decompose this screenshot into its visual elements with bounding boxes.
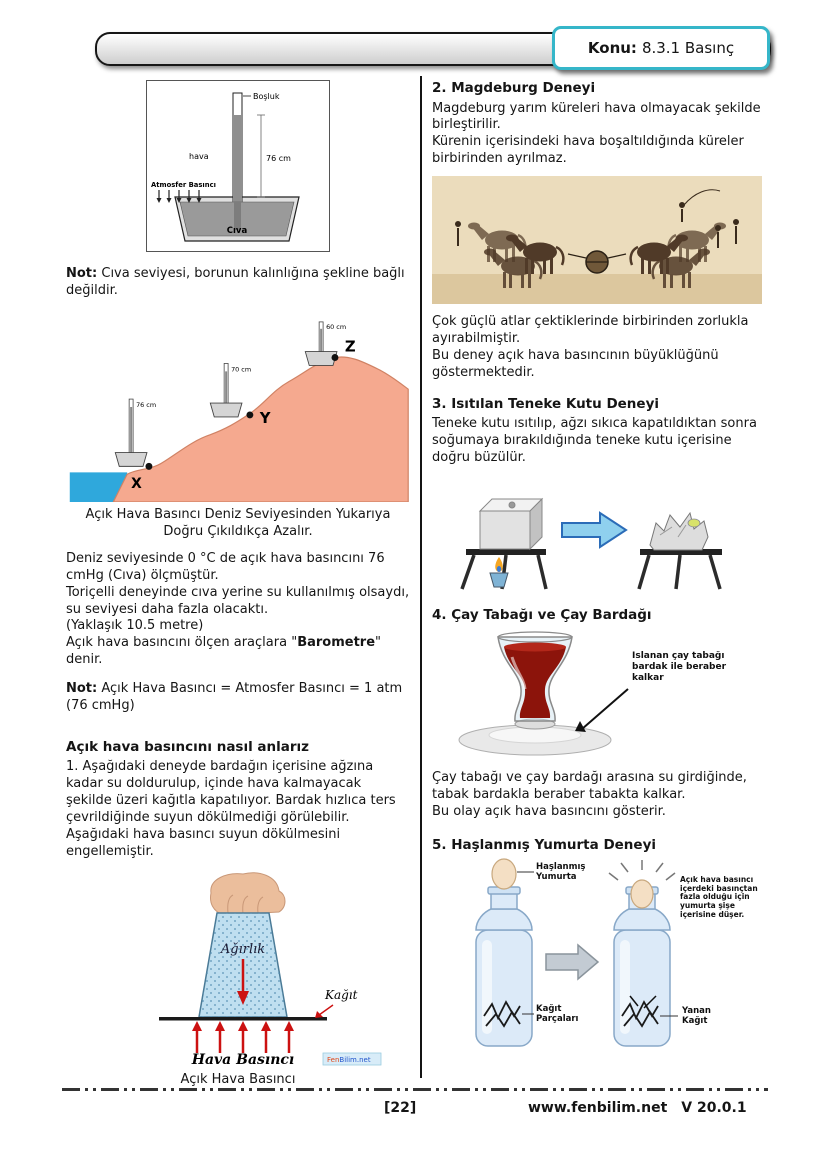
barometer-sentence-post: " denir. — [66, 635, 382, 668]
torricelli-line: Toriçelli deneyinde cıva yerine su kullanılmış olsaydı, su seviyesi daha fazla olacaktı. — [66, 584, 410, 617]
tea-p1: Çay tabağı ve çay bardağı arasına su girdiğinde, tabak bardakla beraber tabakta kalkar. — [432, 770, 747, 803]
note2-text: Açık Hava Basıncı = Atmosfer Basıncı = 1 atm (76 cmHg) — [66, 681, 403, 713]
intro-paragraph — [66, 551, 410, 669]
left-stand-plate — [466, 549, 546, 555]
right-stand-icon — [639, 555, 720, 589]
point-z-label: Z — [344, 338, 356, 356]
site-url: www.fenbilim.net — [528, 1100, 668, 1116]
tea-fig-label: Islanan çay tabağı bardak ile beraber kalkar — [632, 651, 727, 683]
right-column — [432, 80, 766, 1053]
hand-icon — [211, 873, 286, 915]
tea-figure — [432, 627, 766, 766]
site-version: V 20.0.1 — [681, 1100, 747, 1116]
tea-pointer-arrow-icon — [575, 689, 628, 732]
egg-title: 5. Haşlanmış Yumurta Deneyi — [432, 837, 657, 854]
glass-caption: Açık Hava Basıncı — [180, 1071, 296, 1087]
svg-text:FenBilim.net — [327, 1056, 371, 1064]
glass-figure — [93, 867, 383, 1067]
watermark-fen: Fen — [327, 1055, 340, 1064]
egg-figure — [432, 858, 766, 1053]
barometer-70-icon — [210, 363, 251, 416]
sea-level-line: Deniz seviyesinde 0 °C de açık hava basıncını 76 cmHg (Cıva) ölçmüştür. — [66, 550, 385, 583]
magdeburg-p2: Kürenin içerisindeki hava boşaltıldığında küreler birbirinden ayrılmaz. — [432, 134, 744, 167]
barometer-diagram — [147, 81, 327, 251]
approx-line: (Yaklaşık 10.5 metre) — [66, 618, 204, 634]
burning-paper-label: Yanan Kağıt — [682, 1005, 711, 1026]
point-x-dot — [145, 463, 152, 470]
note2-label: Not: — [66, 681, 98, 697]
egg-on-bottle-icon — [492, 859, 516, 889]
mountain-diagram — [66, 312, 410, 502]
bosluk-label: Boşluk — [253, 92, 280, 101]
tea-surface — [504, 643, 566, 652]
tea-glass-diagram — [432, 627, 742, 762]
tin-can-figure — [432, 475, 766, 595]
magdeburg-p1: Magdeburg yarım küreleri hava olmayacak şekilde birleştirilir. — [432, 100, 761, 133]
paper-pointer-icon — [315, 1005, 333, 1018]
atmosphere-pressure-label: Atmosfer Basıncı — [151, 181, 216, 189]
footer-site — [528, 1100, 747, 1116]
egg-in-neck-icon — [631, 880, 653, 908]
tin-can-paragraph: Teneke kutu ısıtılıp, ağzı sıkıca kapatıldıktan sonra soğumaya bırakıldığında teneke kutu içerisine doğru büzülür. — [432, 416, 757, 465]
page-number: [22] — [384, 1100, 417, 1116]
note1-paragraph — [66, 266, 410, 300]
column-divider — [420, 76, 422, 1078]
experiment1-paragraph: 1. Aşağıdaki deneyde bardağın içerisine ağzına kadar su doldurulup, içinde hava kalmayacak şekilde üzeri kağıtla kapatılıyor. Bardak hızlıca ters çevrildiğinde suyun dökülmediği görülebilir. Aşağıdaki hava basıncı suyun dökülmesini engellemiştir. — [66, 759, 396, 859]
paper-label: Kağıt — [325, 987, 358, 1002]
magdeburg-p3: Çok güçlü atlar çektiklerinde birbirinden zorlukla ayırabilmiştir. — [432, 314, 749, 346]
barometer-sentence — [66, 635, 410, 669]
egg-label: Haşlanmış Yumurta — [536, 861, 586, 882]
topic-badge — [552, 26, 770, 70]
mercury-label: Cıva — [226, 226, 248, 236]
footer-dash-line — [62, 1088, 768, 1091]
sequence-arrow-icon — [546, 945, 598, 979]
pressure-rays-icon — [609, 860, 675, 880]
note1-text: Cıva seviyesi, borunun kalınlığına şekline bağlı değildir. — [66, 266, 405, 298]
ground — [432, 274, 762, 304]
height-label: 76 cm — [266, 154, 291, 163]
magdeburg-p4: Bu deney açık hava basıncının büyüklüğünü göstermektedir. — [432, 347, 719, 380]
air-pressure-label: Hava Basıncı — [191, 1051, 295, 1067]
air-label: hava — [189, 152, 209, 161]
magdeburg-title: 2. Magdeburg Deneyi — [432, 80, 596, 96]
air-pressure-arrowheads-icon — [192, 1021, 294, 1031]
horses-figure — [432, 176, 766, 304]
point-y-label: Y — [259, 409, 271, 427]
egg-explanation-label: Açık hava basıncı içerdeki basınçtan fazla olduğu için yumurta şişe içerisine düşer. — [680, 874, 758, 920]
left-bottle-icon — [476, 887, 532, 1046]
left-column — [66, 80, 410, 1088]
watermark — [323, 1053, 381, 1065]
mountain-icon — [113, 357, 408, 502]
topic-label: Konu: — [587, 39, 637, 57]
tin-can-title: 3. Isıtılan Teneke Kutu Deneyi — [432, 395, 660, 412]
tea-title: 4. Çay Tabağı ve Çay Bardağı — [432, 606, 652, 623]
point-x-label: X — [131, 475, 142, 492]
how-heading: Açık hava basıncını nasıl anlarız — [66, 738, 310, 755]
point-z-dot — [332, 354, 339, 361]
point-y-dot — [246, 411, 253, 418]
topic-value: 8.3.1 Basınç — [641, 39, 735, 57]
note1-label: Not: — [66, 266, 98, 281]
tea-p2: Bu olay açık hava basıncını gösterir. — [432, 804, 666, 820]
air-pressure-arrows-icon — [197, 1029, 289, 1053]
barometer-70-label: 70 cm — [231, 365, 252, 374]
barometer-figure — [146, 80, 330, 252]
barometer-word: Barometre — [297, 635, 376, 651]
mountain-figure — [66, 312, 410, 502]
tin-can-diagram — [432, 475, 742, 595]
right-bottle-icon — [614, 887, 670, 1046]
barometer-sentence-pre: Açık hava basıncını ölçen araçlara " — [66, 635, 298, 651]
inverted-glass-diagram — [93, 867, 383, 1067]
tin-can-icon — [480, 499, 542, 549]
barometer-76-icon — [115, 399, 156, 466]
paper-icon — [159, 1017, 327, 1021]
barometer-60-label: 60 cm — [326, 322, 347, 331]
paper-pieces-label: Kağıt Parçaları — [536, 1003, 579, 1024]
magdeburg-engraving — [432, 176, 762, 304]
mountain-caption: Açık Hava Basıncı Deniz Seviyesinden Yukarıya Doğru Çıkıldıkça Azalır. — [85, 506, 391, 540]
transform-arrow-icon — [562, 513, 626, 547]
crushed-can-icon — [650, 513, 708, 550]
weight-label: Ağırlık — [220, 941, 266, 957]
watermark-bilim: Bilim.net — [339, 1055, 371, 1064]
note2-paragraph — [66, 681, 410, 715]
barometer-76-label: 76 cm — [136, 400, 157, 409]
